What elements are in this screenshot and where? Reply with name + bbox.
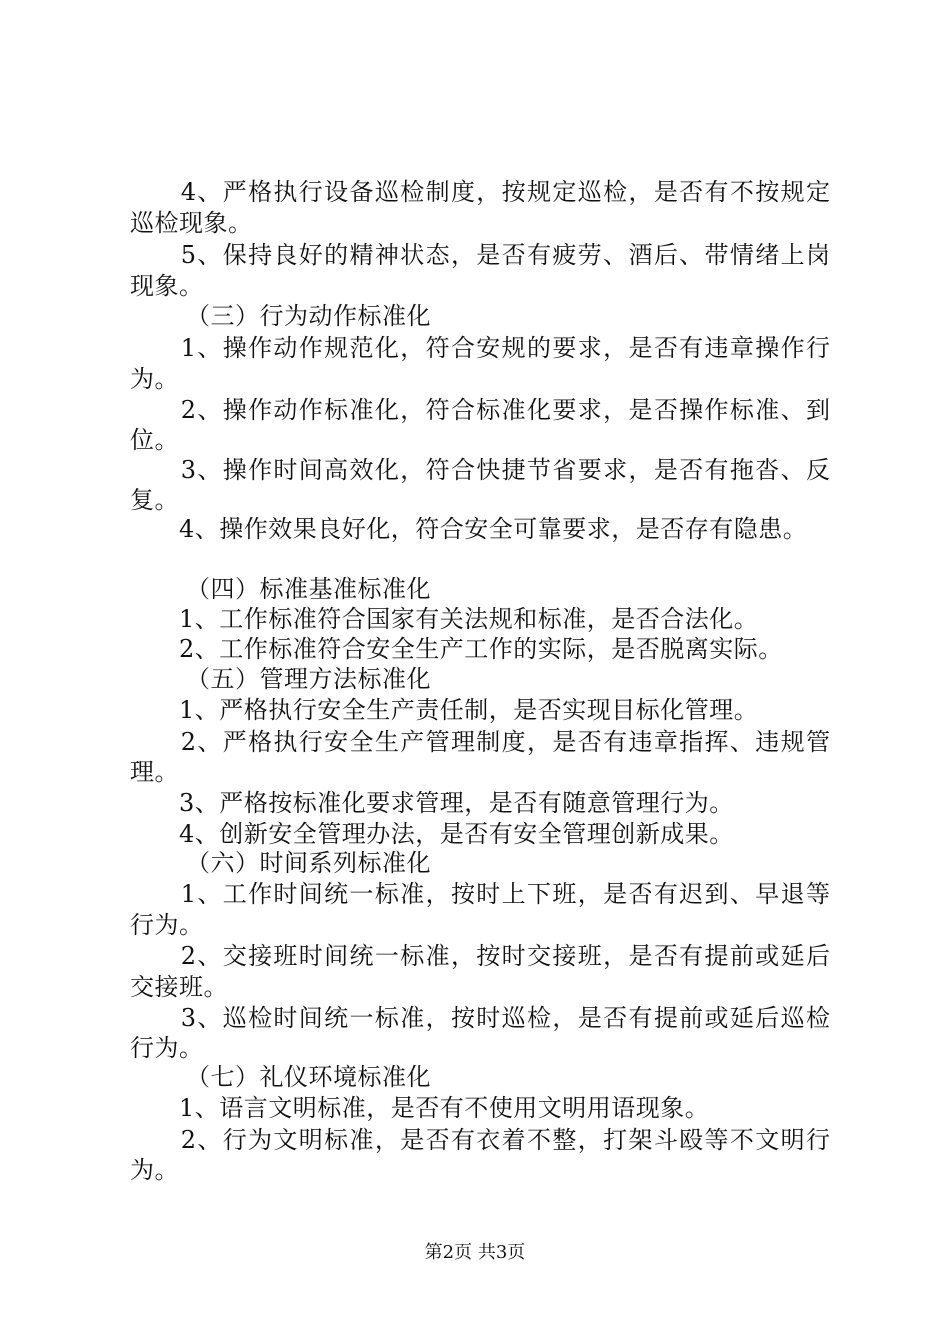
body-line: 现象。 [130,272,204,300]
body-line: 4、创新安全管理办法，是否有安全管理创新成果。 [130,820,734,848]
body-line: 2、严格执行安全生产管理制度，是否有违章指挥、违规管 [130,728,830,756]
body-line: 行为。 [130,1034,204,1062]
body-line: 巡检现象。 [130,209,253,237]
body-line: 1、工作时间统一标准，按时上下班，是否有迟到、早退等 [130,880,830,908]
body-line: 3、严格按标准化要求管理，是否有随意管理行为。 [130,789,734,817]
body-line: 复。 [130,486,179,514]
body-line: 1、操作动作规范化，符合安规的要求，是否有违章操作行 [130,334,830,362]
body-line: 理。 [130,758,179,786]
section-heading: （四）标准基准标准化 [186,575,431,603]
body-line: 为。 [130,1156,179,1184]
body-line: 4、严格执行设备巡检制度，按规定巡检，是否有不按规定 [130,178,830,206]
body-line: 1、工作标准符合国家有关法规和标准，是否合法化。 [130,605,759,633]
section-heading: （五）管理方法标准化 [186,665,431,693]
body-line: 1、语言文明标准，是否有不使用文明用语现象。 [130,1094,710,1122]
body-line: 交接班。 [130,973,228,1001]
section-heading: （六）时间系列标准化 [186,849,431,877]
body-line: 5、保持良好的精神状态，是否有疲劳、酒后、带情绪上岗 [130,241,830,269]
body-line: 2、交接班时间统一标准，按时交接班，是否有提前或延后 [130,942,830,970]
body-line: 1、严格执行安全生产责任制，是否实现目标化管理。 [130,696,759,724]
body-line: 2、操作动作标准化，符合标准化要求，是否操作标准、到 [130,396,830,424]
section-heading: （七）礼仪环境标准化 [186,1063,431,1091]
section-heading: （三）行为动作标准化 [186,302,431,330]
body-line: 为。 [130,365,179,393]
body-line: 2、工作标准符合安全生产工作的实际，是否脱离实际。 [130,635,783,663]
body-line: 2、行为文明标准，是否有衣着不整，打架斗殴等不文明行 [130,1126,830,1154]
body-line: 位。 [130,426,179,454]
body-line: 3、巡检时间统一标准，按时巡检，是否有提前或延后巡检 [130,1004,830,1032]
page-footer: 第2页 共3页 [424,1242,526,1263]
body-line: 3、操作时间高效化，符合快捷节省要求，是否有拖沓、反 [130,456,830,484]
body-line: 行为。 [130,911,204,939]
body-line: 4、操作效果良好化，符合安全可靠要求，是否存有隐患。 [130,515,808,543]
